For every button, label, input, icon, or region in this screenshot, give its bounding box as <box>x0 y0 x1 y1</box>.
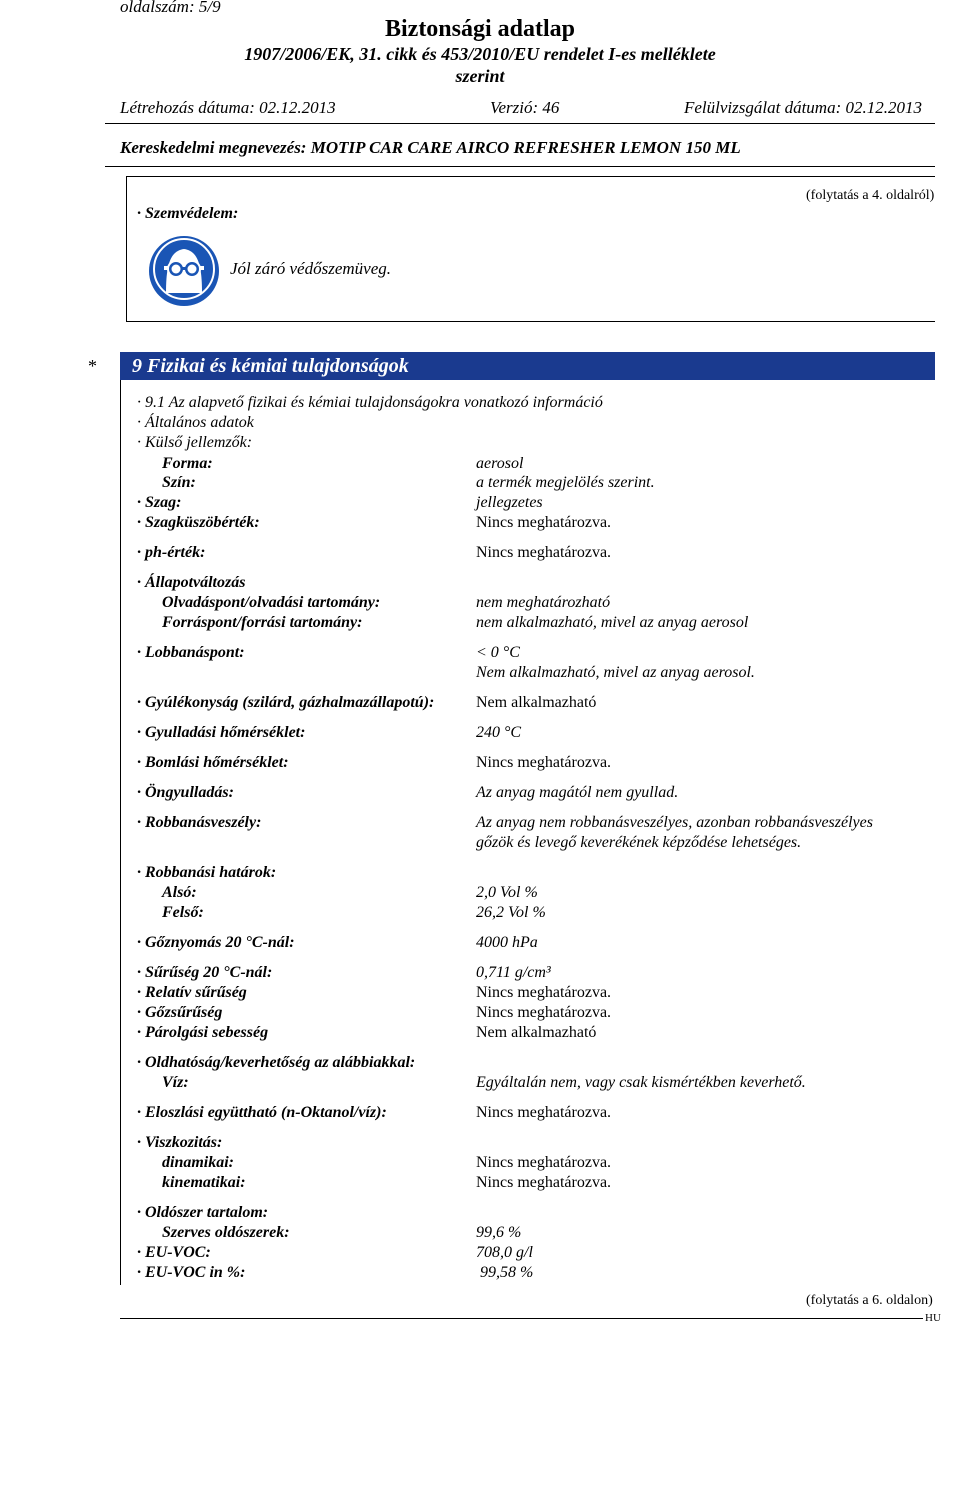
section-heading: 9 Fizikai és kémiai tulajdonságok <box>132 355 409 377</box>
general-info-heading: · Általános adatok <box>137 414 254 431</box>
ph-label: · ph-érték: <box>137 544 206 561</box>
ignition-temp-label: · Gyulladási hőmérséklet: <box>137 724 306 741</box>
decomposition-temp-label: · Bomlási hőmérséklet: <box>137 754 289 771</box>
lower-limit-value: 2,0 Vol % <box>476 884 538 901</box>
version: Verzió: 46 <box>490 98 560 117</box>
trade-name-rule <box>105 166 935 167</box>
eu-voc-percent-value: 99,58 % <box>480 1264 534 1281</box>
trade-name: Kereskedelmi megnevezés: MOTIP CAR CARE AIRCO REFRESHER LEMON 150 ML <box>120 138 741 157</box>
language-code: HU <box>925 1312 941 1324</box>
boiling-label: Forráspont/forrási tartomány: <box>162 614 363 631</box>
explosion-hazard-value-2: gőzök és levegő keverékének képződése lehetséges. <box>476 834 802 851</box>
explosion-hazard-label: · Robbanásveszély: <box>137 814 262 831</box>
form-value: aerosol <box>476 455 524 472</box>
ignition-temp-value: 240 °C <box>476 724 522 741</box>
upper-limit-label: Felső: <box>162 904 204 921</box>
organic-solvents-label: Szerves oldószerek: <box>162 1224 290 1241</box>
creation-date: Létrehozás dátuma: 02.12.2013 <box>120 98 336 117</box>
header-rule <box>105 123 935 124</box>
water-value: Egyáltalán nem, vagy csak kismértékben keverhető. <box>476 1074 806 1091</box>
kinematic-viscosity-value: Nincs meghatározva. <box>476 1174 612 1191</box>
self-ignition-label: · Öngyulladás: <box>137 784 234 801</box>
box-left-border <box>126 176 127 322</box>
relative-density-label: · Relatív sűrűség <box>137 984 247 1001</box>
section-left-border <box>120 380 121 1285</box>
dynamic-viscosity-label: dinamikai: <box>162 1154 235 1171</box>
odor-label: · Szag: <box>137 494 182 511</box>
regulation-subtitle-2: szerint <box>455 66 505 86</box>
flammability-value: Nem alkalmazható <box>476 694 597 711</box>
solvent-content-label: · Oldószer tartalom: <box>137 1204 269 1221</box>
change-marker: * <box>88 356 97 376</box>
odor-threshold-value: Nincs meghatározva. <box>476 514 612 531</box>
eu-voc-value: 708,0 g/l <box>476 1244 533 1261</box>
boiling-value: nem alkalmazható, mivel az anyag aerosol <box>476 614 749 631</box>
self-ignition-value: Az anyag magától nem gyullad. <box>476 784 679 801</box>
document-title: Biztonsági adatlap <box>384 16 576 42</box>
flash-point-note: Nem alkalmazható, mivel az anyag aerosol. <box>476 664 755 681</box>
partition-coefficient-label: · Eloszlási együttható (n-Oktanol/víz): <box>137 1104 387 1121</box>
vapour-density-label: · Gőzsűrűség <box>137 1004 223 1021</box>
explosion-hazard-value: Az anyag nem robbanásveszélyes, azonban robbanásveszélyes <box>476 814 873 831</box>
water-label: Víz: <box>162 1074 189 1091</box>
flash-point-value: < 0 °C <box>476 644 520 661</box>
box-top-border <box>126 176 935 177</box>
form-label: Forma: <box>162 455 213 472</box>
continued-from: (folytatás a 4. oldalról) <box>806 188 935 203</box>
eye-protection-text: Jól záró védőszemüveg. <box>230 259 391 278</box>
flash-point-label: · Lobbanáspont: <box>137 644 245 661</box>
viscosity-label: · Viszkozitás: <box>137 1134 223 1151</box>
color-value: a termék megjelölés szerint. <box>476 474 655 491</box>
relative-density-value: Nincs meghatározva. <box>476 984 612 1001</box>
organic-solvents-value: 99,6 % <box>476 1224 522 1241</box>
vapour-pressure-label: · Gőznyomás 20 °C-nál: <box>137 934 295 951</box>
box-bottom-border <box>126 321 935 322</box>
melting-label: Olvadáspont/olvadási tartomány: <box>162 594 381 611</box>
revision-date: Felülvizsgálat dátuma: 02.12.2013 <box>684 98 922 117</box>
ph-value: Nincs meghatározva. <box>476 544 612 561</box>
regulation-subtitle: 1907/2006/EK, 31. cikk és 453/2010/EU rendelet I-es melléklete <box>244 44 716 64</box>
color-label: Szín: <box>162 474 196 491</box>
lower-limit-label: Alsó: <box>162 884 197 901</box>
subsection-heading: · 9.1 Az alapvető fizikai és kémiai tulajdonságokra vonatkozó információ <box>137 394 603 411</box>
kinematic-viscosity-label: kinematikai: <box>162 1174 246 1191</box>
decomposition-temp-value: Nincs meghatározva. <box>476 754 612 771</box>
solubility-label: · Oldhatóság/keverhetőség az alábbiakkal: <box>137 1054 416 1071</box>
odor-threshold-label: · Szagküszöbérték: <box>137 514 260 531</box>
footer-rule <box>120 1318 935 1319</box>
eye-protection-label: · Szemvédelem: <box>137 205 239 222</box>
page-number: oldalszám: 5/9 <box>120 0 221 16</box>
evaporation-rate-value: Nem alkalmazható <box>476 1024 597 1041</box>
melting-value: nem meghatározható <box>476 594 611 611</box>
explosion-limits-label: · Robbanási határok: <box>137 864 277 881</box>
goggles-icon <box>148 235 220 307</box>
flammability-label: · Gyúlékonyság (szilárd, gázhalmazállapotú): <box>137 694 435 711</box>
upper-limit-value: 26,2 Vol % <box>476 904 546 921</box>
eu-voc-percent-label: · EU-VOC in %: <box>137 1264 246 1281</box>
appearance-heading: · Külső jellemzők: <box>137 434 253 451</box>
dynamic-viscosity-value: Nincs meghatározva. <box>476 1154 612 1171</box>
odor-value: jellegzetes <box>476 494 543 511</box>
eu-voc-label: · EU-VOC: <box>137 1244 211 1261</box>
section-heading-bar <box>120 352 935 380</box>
density-value: 0,711 g/cm³ <box>476 964 551 981</box>
state-change-label: · Állapotváltozás <box>137 574 246 591</box>
density-label: · Sűrűség 20 °C-nál: <box>137 964 273 981</box>
vapour-pressure-value: 4000 hPa <box>476 934 538 951</box>
evaporation-rate-label: · Párolgási sebesség <box>137 1024 269 1041</box>
partition-coefficient-value: Nincs meghatározva. <box>476 1104 612 1121</box>
continued-on: (folytatás a 6. oldalon) <box>806 1293 933 1308</box>
vapour-density-value: Nincs meghatározva. <box>476 1004 612 1021</box>
